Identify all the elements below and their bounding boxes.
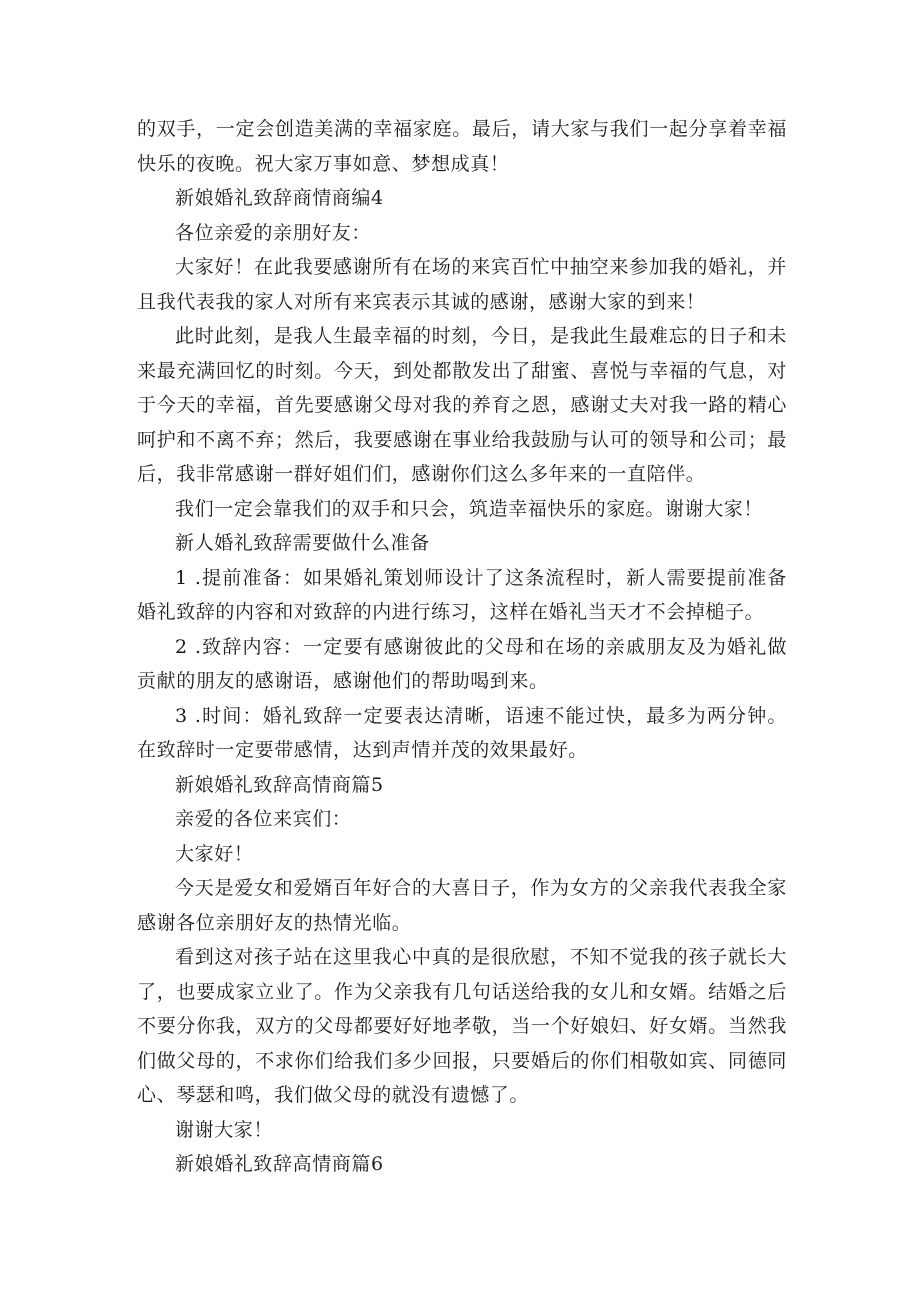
closing-5: 谢谢大家！ [175, 1118, 274, 1141]
section-heading-preparation: 新人婚礼致辞需要做什么准备 [175, 532, 430, 554]
section-heading-5: 新娘婚礼致辞高情商篇5 [175, 773, 384, 796]
list-item-2: 2 .致辞内容：一定要有感谢彼此的父母和在场的亲戚朋友及为婚礼做贡献的朋友的感谢语，感谢他们的帮助喝到来。 [137, 635, 787, 692]
document-body [137, 112, 787, 1182]
section-heading-4: 新娘婚礼致辞商情商编4 [175, 187, 384, 209]
paragraph-gratitude-4: 此时此刻，是我人生最幸福的时刻，今日，是我此生最难忘的日子和未来最充满回忆的时刻。今天，到处都散发出了甜蜜、喜悦与幸福的气息，对于今天的幸福，首先要感谢父母对我的养育之恩，感谢丈夫对我一路的精心呵护和不离不弃；然后，我要感谢在事业给我鼓励与认可的领导和公司；最后，我非常感谢一群好姐们们，感谢你们这么多年来的一直陪伴。 [137, 325, 787, 485]
salutation-4: 各位亲爱的亲朋好友： [175, 221, 372, 244]
section-heading-6: 新娘婚礼致辞高情商篇6 [175, 1153, 384, 1175]
paragraph-advice-5: 看到这对孩子站在这里我心中真的是很欣慰，不知不觉我的孩子就长大了，也要成家立业了。作为父亲我有几句话送给我的女儿和女婿。结婚之后不要分你我，双方的父母都要好好地孝敬，当一个好娘妇、好女婿。当然我们做父母的，不求你们给我们多少回报，只要婚后的你们相敬如宾、同德同心、琴瑟和鸣，我们做父母的就没有遗憾了。 [137, 946, 787, 1106]
list-item-3: 3 .时间：婚礼致辞一定要表达清晰，语速不能过快，最多为两分钟。在致辞时一定要带感情，达到声情并茂的效果最好。 [137, 704, 787, 761]
paragraph-closing-4: 我们一定会靠我们的双手和只会，筑造幸福快乐的家庭。谢谢大家！ [175, 497, 764, 520]
list-item-1: 1 .提前准备：如果婚礼策划师设计了这条流程时，新人需要提前准备婚礼致辞的内容和对致辞的内进行练习，这样在婚礼当天才不会掉槌子。 [137, 566, 787, 623]
paragraph-1: 的双手，一定会创造美满的幸福家庭。最后，请大家与我们一起分享着幸福快乐的夜晚。祝大家万事如意、梦想成真！ [137, 118, 787, 175]
greeting-5: 大家好！ [175, 842, 254, 865]
paragraph-thanks-5: 今天是爱女和爱婿百年好合的大喜日子，作为女方的父亲我代表我全家感谢各位亲朋好友的热情光临。 [137, 877, 787, 934]
salutation-5: 亲爱的各位来宾们： [175, 808, 352, 830]
paragraph-greeting-4: 大家好！在此我要感谢所有在场的来宾百忙中抽空来参加我的婚礼，并且我代表我的家人对所有来宾表示其诚的感谢，感谢大家的到来！ [137, 256, 787, 313]
